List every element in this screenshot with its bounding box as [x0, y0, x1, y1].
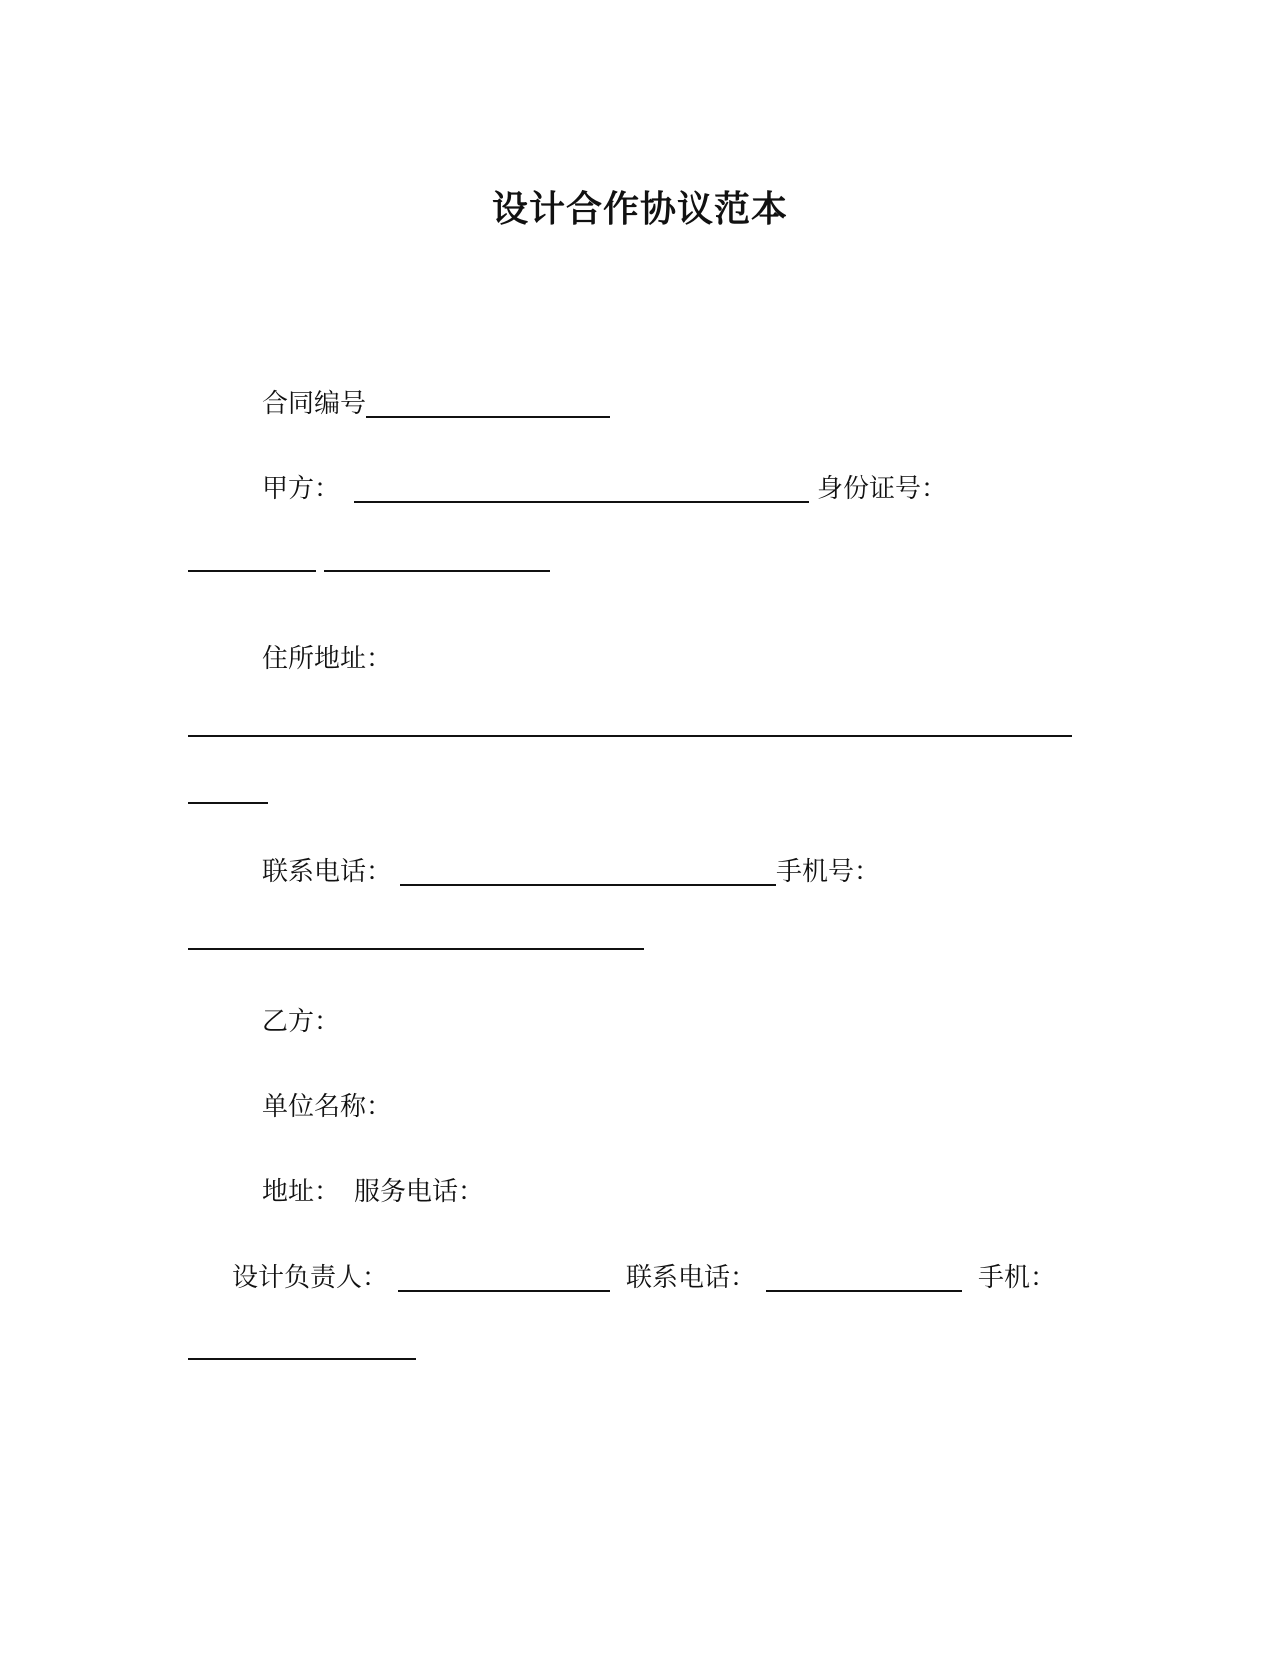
- contract-number-blank: [366, 390, 610, 418]
- party-a-mobile-blank: [188, 922, 644, 950]
- designer-phone-blank: [766, 1264, 962, 1292]
- contract-number-label: 合同编号: [262, 389, 367, 419]
- contract-number-row: [262, 386, 610, 422]
- party-a-phone-blank: [400, 858, 776, 886]
- party-b-address-row: [262, 1174, 484, 1210]
- designer-phone-label: 联系电话：: [626, 1263, 757, 1293]
- id-number-row: [188, 544, 550, 576]
- service-phone-label: 服务电话：: [354, 1177, 485, 1207]
- designer-mobile-blank: [188, 1332, 416, 1360]
- address-row: [262, 641, 392, 677]
- party-b-label: 乙方：: [262, 1007, 341, 1037]
- party-b-address-label: 地址：: [262, 1177, 341, 1207]
- id-number-label: 身份证号：: [817, 474, 948, 504]
- party-a-phone-row: [262, 854, 880, 890]
- address-blank-1: [188, 709, 1072, 737]
- designer-lead-blank: [398, 1264, 610, 1292]
- party-a-mobile-label: 手机号：: [776, 857, 881, 887]
- party-b-row: [262, 1004, 340, 1040]
- party-a-mobile-blank-row: [188, 922, 644, 954]
- party-a-name-blank: [354, 475, 809, 503]
- document-title: 设计合作协议范本: [491, 189, 788, 230]
- address-label: 住所地址：: [262, 644, 393, 674]
- designer-mobile-blank-row: [188, 1332, 416, 1364]
- unit-name-label: 单位名称：: [262, 1092, 393, 1122]
- party-a-label: 甲方：: [262, 474, 341, 504]
- designer-lead-label: 设计负责人：: [232, 1263, 389, 1293]
- address-blank-row-2: [188, 776, 268, 808]
- id-number-blank-1: [188, 544, 316, 572]
- address-blank-2: [188, 776, 268, 804]
- party-a-row: [262, 471, 947, 507]
- id-number-blank-2: [324, 544, 550, 572]
- address-blank-row-1: [188, 709, 1072, 741]
- unit-name-row: [262, 1089, 392, 1125]
- designer-row: [232, 1260, 1056, 1296]
- designer-mobile-label: 手机：: [978, 1263, 1057, 1293]
- party-a-phone-label: 联系电话：: [262, 857, 393, 887]
